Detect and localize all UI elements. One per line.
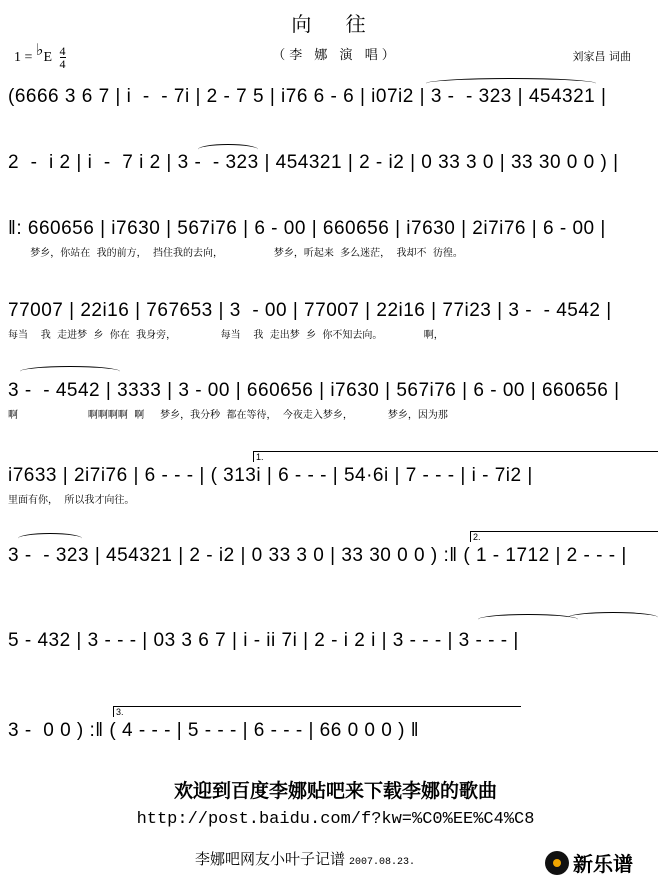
score-row-7	[8, 532, 663, 585]
slur	[198, 144, 258, 155]
score-row-2	[8, 152, 663, 192]
site-logo	[545, 848, 633, 877]
slur	[18, 533, 82, 544]
score-row-8	[8, 630, 663, 670]
notation: i7633 | 2i7i76 | 6 - - - | ( 313i | 6 - - - | 54·6i | 7 - - - | i - 7i2 |	[8, 465, 533, 486]
lyrics: 啊 啊啊啊啊 啊 梦乡，我分秒 都在等待， 今夜走入梦乡， 梦乡，因为那	[8, 410, 448, 421]
notation: 77007 | 22i16 | 767653 | 3 - 00 | 77007 | 22i16 | 77i23 | 3 - - 4542 |	[8, 300, 612, 321]
notation: 3 - - 4542 | 3333 | 3 - 00 | 660656 | i7630 | 567i76 | 6 - 00 | 660656 |	[8, 380, 620, 401]
key-signature	[14, 40, 66, 70]
score-row-1	[8, 86, 663, 126]
transcriber: 李娜吧网友小叶子记谱	[195, 850, 346, 868]
volta-bracket-3: 3.	[113, 706, 521, 717]
volta-bracket-1: 1.	[253, 451, 658, 462]
score-row-4	[8, 300, 663, 340]
key-prefix: 1 =	[14, 50, 33, 65]
performer: （李 娜 演 唱）	[272, 48, 399, 63]
vinyl-disc-icon	[545, 851, 569, 875]
lyrics: 梦乡，你站在 我的前方， 挡住我的去向， 梦乡，听起来 多么迷茫， 我却不 彷徨。	[8, 248, 463, 259]
notation: (6666 3 6 7 | i - - 7i | 2 - 7 5 | i76 6 - 6 | i07i2 | 3 - - 323 | 454321 |	[8, 86, 607, 107]
key-note: E	[43, 50, 53, 65]
time-numerator: 4	[59, 44, 66, 59]
flat-icon: ♭	[35, 42, 44, 59]
logo-text: 新乐谱	[573, 852, 633, 876]
source-url[interactable]: http://post.baidu.com/f?kw=%C0%EE%C4%C8	[136, 810, 535, 829]
time-denominator: 4	[59, 57, 66, 72]
composer-credit: 刘家昌 词曲	[572, 50, 631, 63]
score-row-5	[8, 380, 663, 420]
time-signature	[60, 45, 66, 70]
score-row-3	[8, 218, 663, 258]
notation: 3 - 0 0 ) :‖ ( 4 - - - | 5 - - - | 6 - - - | 66 0 0 0 ) ‖	[8, 720, 420, 741]
slur	[426, 78, 596, 89]
transcription-date: 2007.08.23.	[349, 857, 416, 868]
slur	[478, 614, 578, 625]
notation: 3 - - 323 | 454321 | 2 - i2 | 0 33 3 0 | 33 30 0 0 ) :‖ ( 1 - 1712 | 2 - - - |	[8, 545, 627, 566]
notation: 2 - i 2 | i - 7 i 2 | 3 - - 323 | 454321 | 2 - i2 | 0 33 3 0 | 33 30 0 0 ) |	[8, 152, 619, 173]
score-row-6	[8, 452, 663, 506]
volta-bracket-2: 2.	[470, 531, 658, 542]
lyrics: 里面有你， 所以我才向往。	[8, 495, 135, 506]
song-title: 向 往	[291, 12, 380, 36]
download-banner: 欢迎到百度李娜贴吧来下载李娜的歌曲	[173, 780, 497, 802]
slur	[568, 612, 658, 623]
lyrics: 每当 我 走进梦 乡 你在 我身旁， 每当 我 走出梦 乡 你不知去向。 啊，	[8, 330, 444, 341]
transcriber-credit	[195, 848, 415, 869]
score-row-9	[8, 707, 663, 760]
slur	[20, 366, 120, 377]
notation: ‖: 660656 | i7630 | 567i76 | 6 - 00 | 660656 | i7630 | 2i7i76 | 6 - 00 |	[8, 218, 606, 239]
notation: 5 - 432 | 3 - - - | 03 3 6 7 | i - ii 7i | 2 - i 2 i | 3 - - - | 3 - - - |	[8, 630, 519, 651]
